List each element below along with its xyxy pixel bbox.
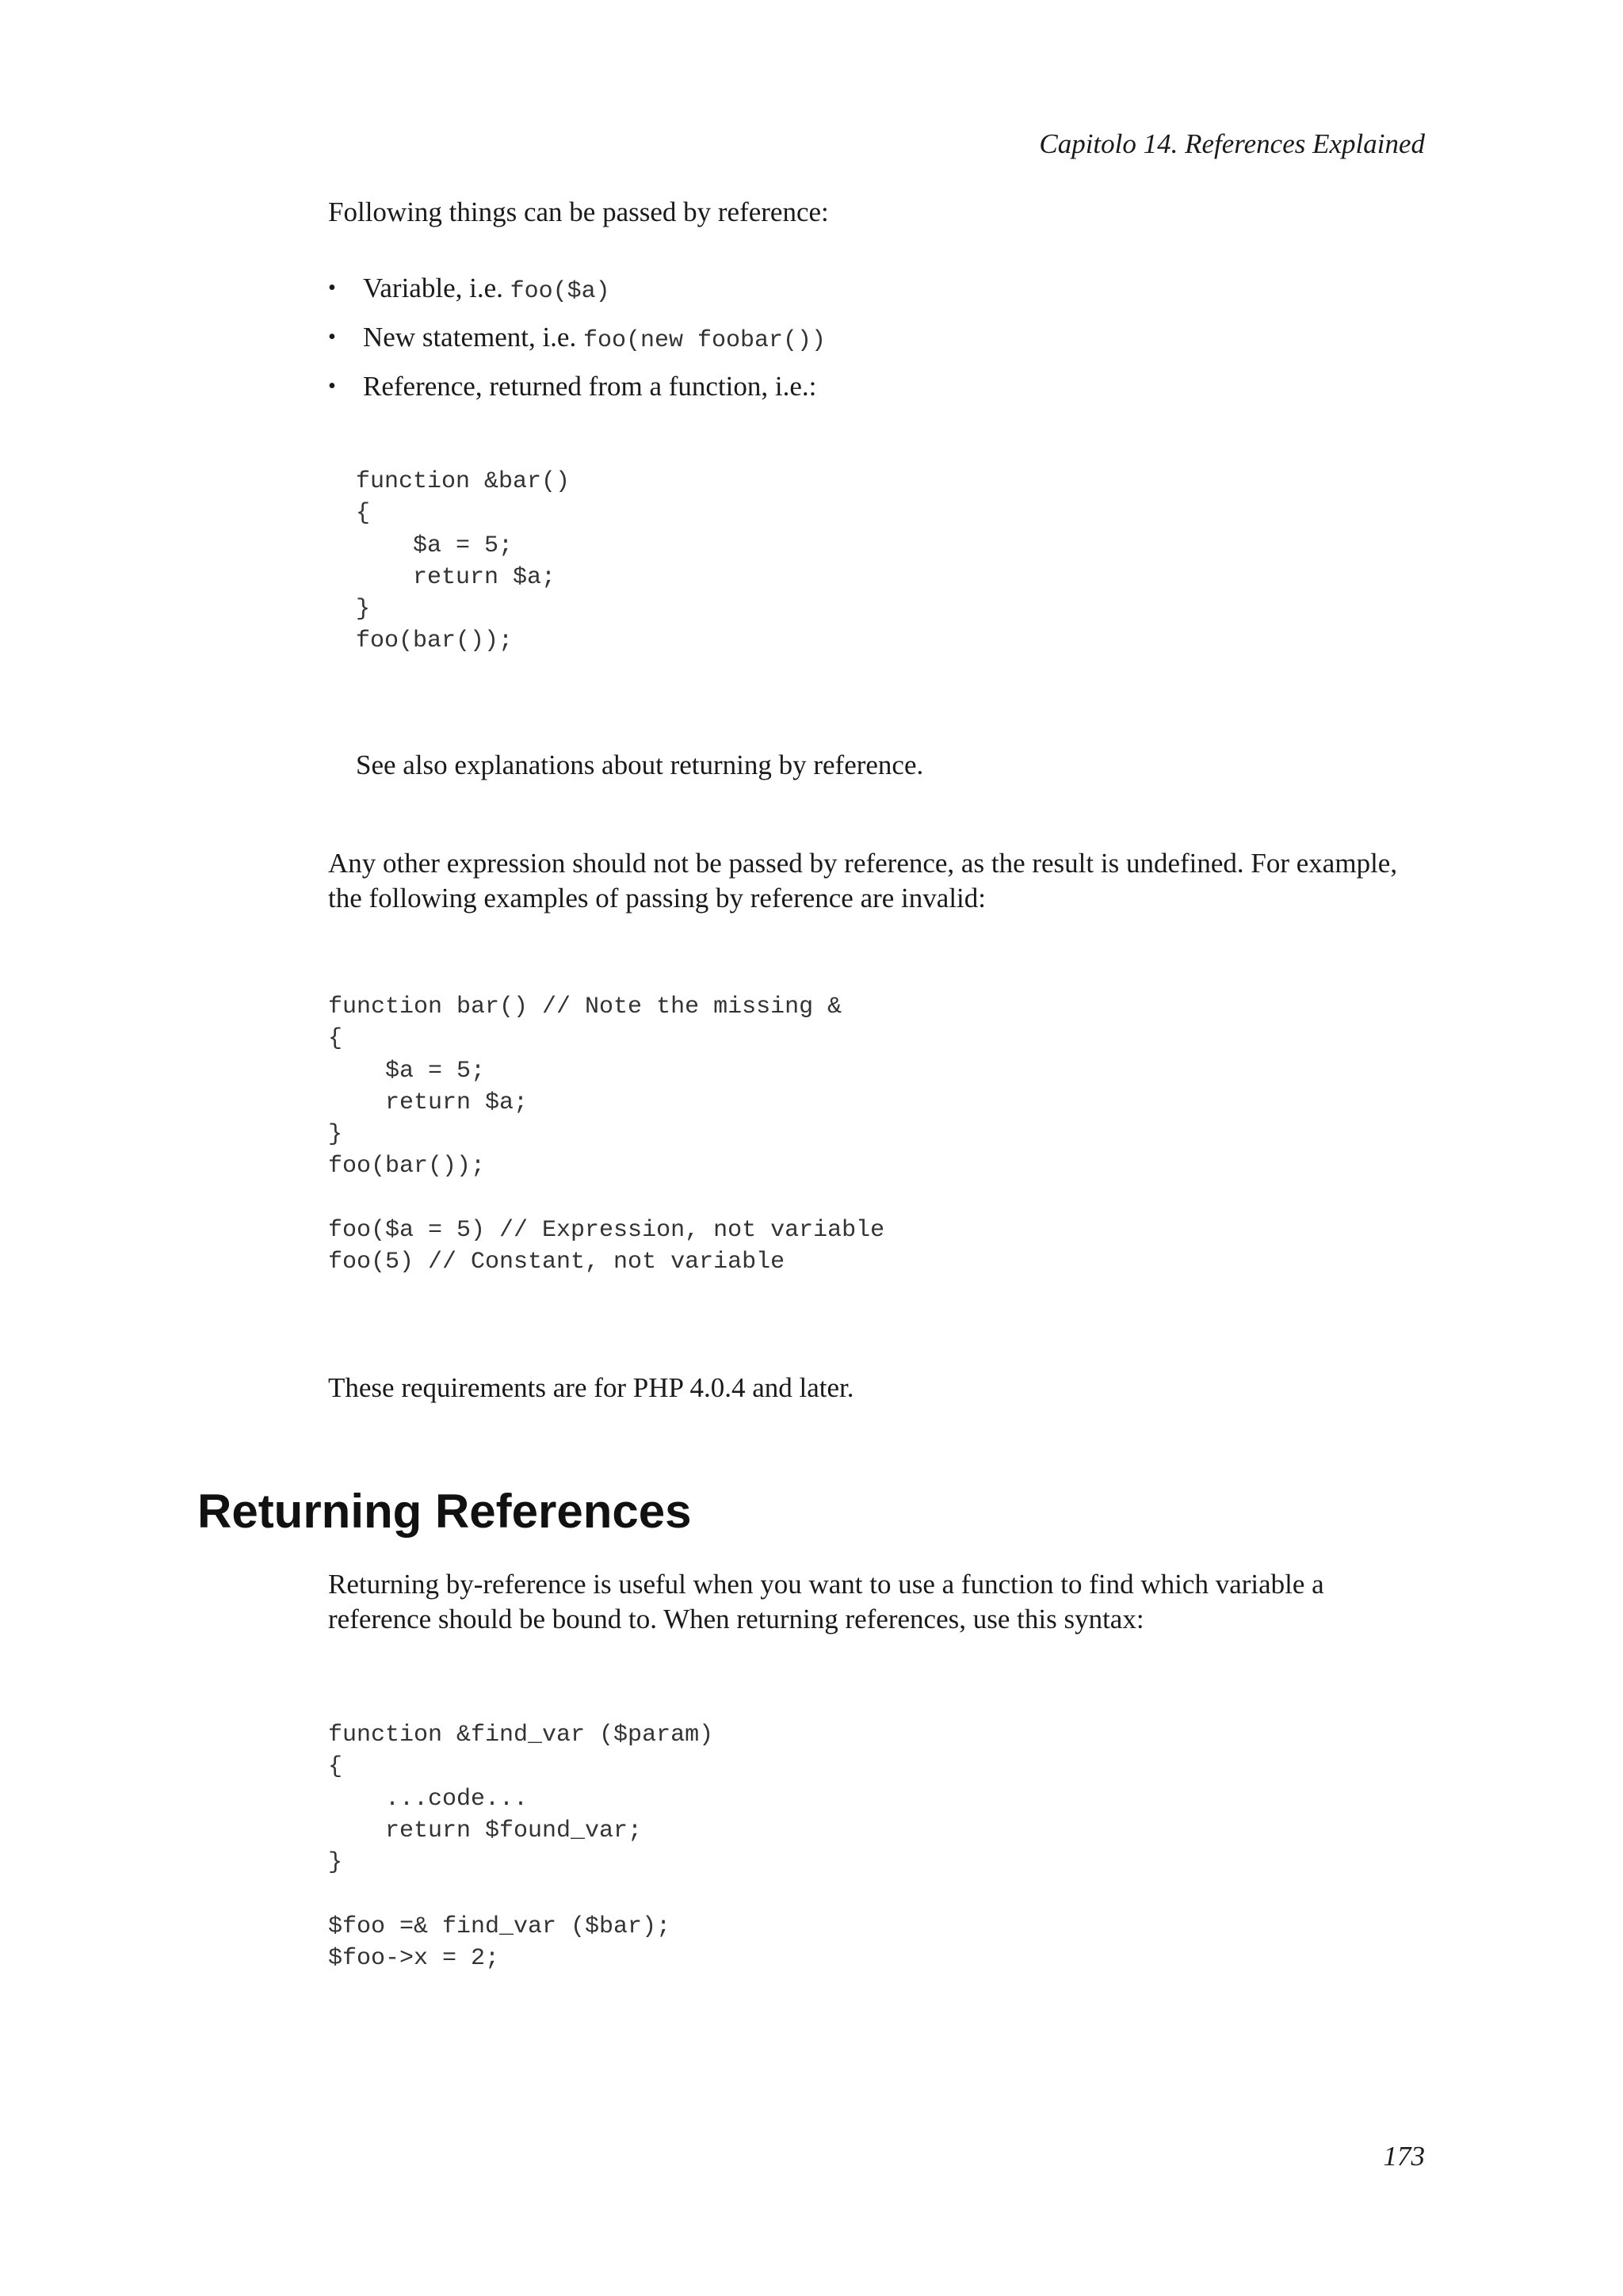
code-block-find-var: function &find_var ($param) { ...code... return $found_var; } $foo =& find_var ($bar); $foo->x = 2; bbox=[328, 1722, 714, 1973]
list-item-text: Variable, i.e. bbox=[363, 273, 510, 303]
bullet-icon: • bbox=[328, 276, 336, 300]
list-item bbox=[328, 320, 826, 369]
list-item bbox=[328, 369, 826, 418]
section-heading: Returning References bbox=[197, 1485, 692, 1538]
list-item-text: Reference, returned from a function, i.e.: bbox=[363, 371, 817, 402]
see-also-paragraph: See also explanations about returning by reference. bbox=[356, 749, 924, 780]
code-block-invalid-examples: function bar() // Note the missing & { $a = 5; return $a; } foo(bar()); foo($a = 5) // Expression, not variable foo(5) // Constant, not variable bbox=[328, 994, 885, 1276]
page-number: 173 bbox=[1383, 2141, 1425, 2172]
intro-paragraph: Following things can be passed by reference: bbox=[328, 196, 829, 227]
other-expression-paragraph: Any other expression should not be passed by reference, as the result is undefined. For example, the following examples of passing by reference are invalid: bbox=[328, 848, 1398, 913]
bullet-icon: • bbox=[328, 325, 336, 349]
returning-intro-paragraph: Returning by-reference is useful when you want to use a function to find which variable a reference should be bound to. When returning references, use this syntax: bbox=[328, 1569, 1324, 1634]
bullet-icon: • bbox=[328, 374, 336, 399]
requirements-paragraph: These requirements are for PHP 4.0.4 and later. bbox=[328, 1372, 854, 1403]
running-header: Capitolo 14. References Explained bbox=[1039, 128, 1425, 159]
list-item bbox=[328, 271, 826, 320]
list-item-text: New statement, i.e. bbox=[363, 322, 583, 353]
inline-code: foo(new foobar()) bbox=[582, 327, 827, 354]
pass-by-reference-list bbox=[328, 271, 826, 418]
code-block-bar-reference: function &bar() { $a = 5; return $a; } foo(bar()); bbox=[356, 468, 571, 655]
inline-code: foo($a) bbox=[510, 278, 610, 305]
